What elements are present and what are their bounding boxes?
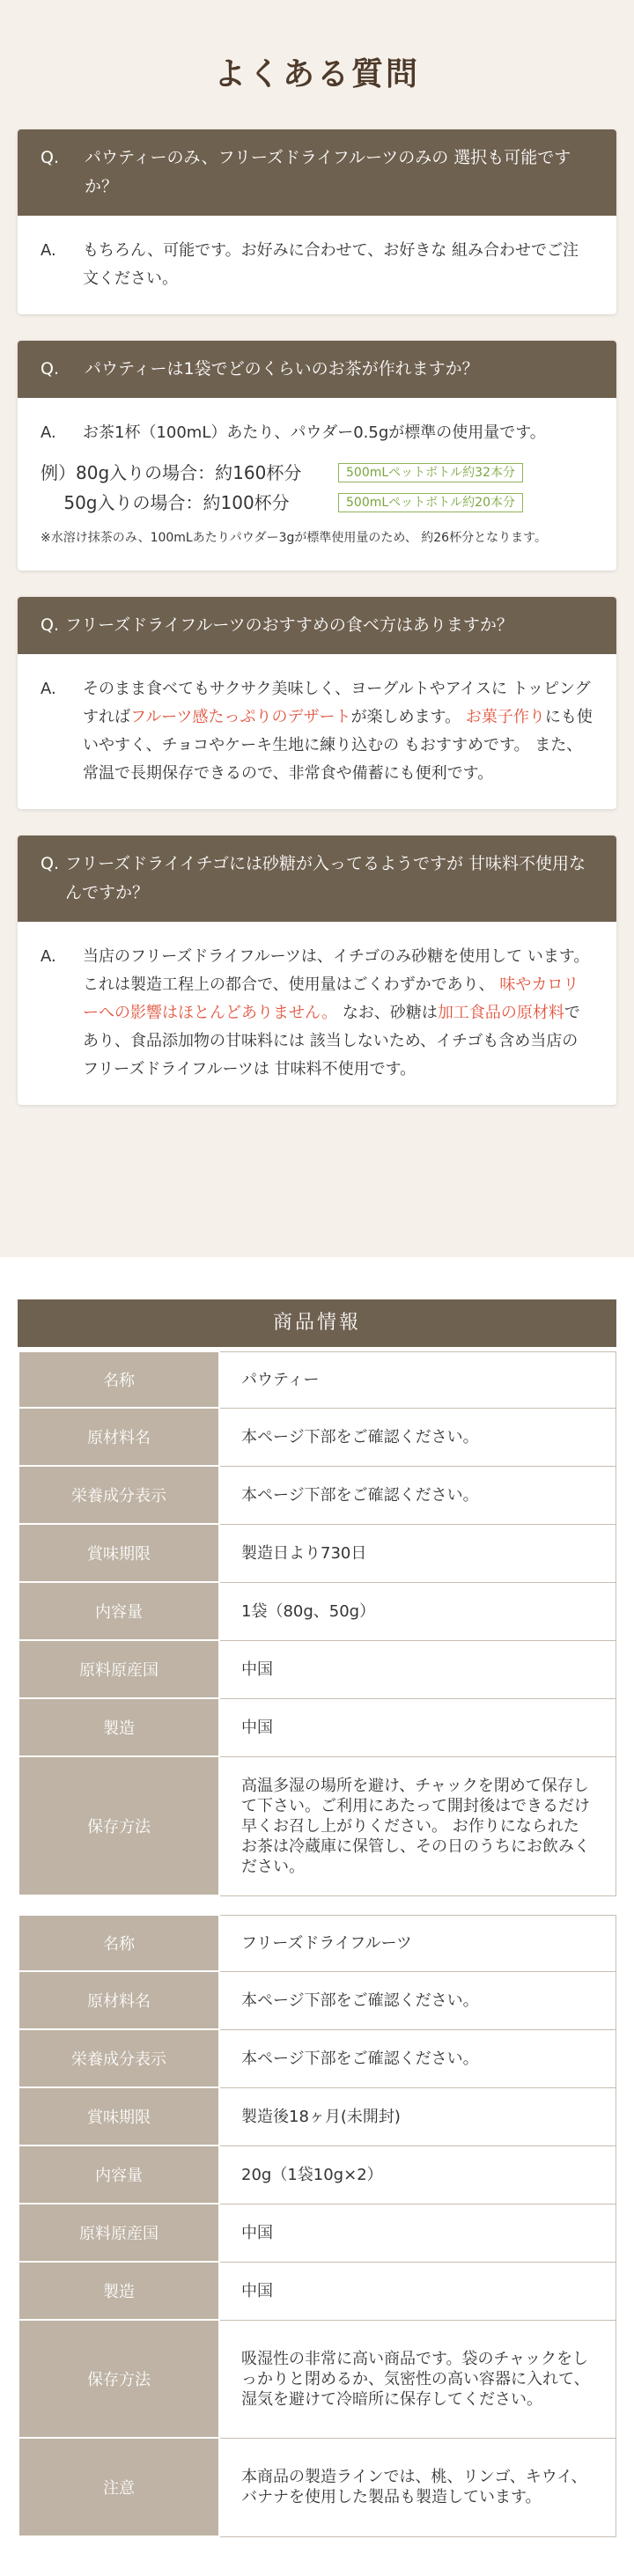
table-row [18, 2262, 616, 2320]
row-key: 製造 [18, 1698, 219, 1756]
row-key: 保存方法 [18, 1756, 219, 1895]
row-key: 栄養成分表示 [18, 1466, 219, 1524]
row-key: 賞味期限 [18, 1524, 219, 1582]
row-value: フリーズドライフルーツ [219, 1915, 616, 1971]
product-info-heading: 商品情報 [18, 1299, 616, 1347]
q-mark: Q. [41, 359, 59, 379]
table-row [18, 1408, 616, 1466]
table-row [18, 1351, 616, 1408]
table-row [18, 2320, 616, 2438]
row-key: 原材料名 [18, 1408, 219, 1466]
faq-answer [18, 654, 616, 809]
a-mark: A. [41, 680, 56, 698]
row-value: 中国 [219, 1640, 616, 1698]
row-key: 原料原産国 [18, 2204, 219, 2262]
table-row [18, 2204, 616, 2262]
q-mark: Q. [41, 854, 59, 873]
table-row [18, 1640, 616, 1698]
q-mark: Q. [41, 148, 59, 167]
product-table-fruit [18, 1914, 616, 2537]
row-value: 1袋（80g、50g） [219, 1582, 616, 1640]
row-key: 賞味期限 [18, 2087, 219, 2145]
example-label: 50g入りの場合：約100杯分 [41, 492, 290, 513]
row-key: 保存方法 [18, 2320, 219, 2438]
faq-title: よくある質問 [213, 56, 420, 92]
row-key: 名称 [18, 1351, 219, 1408]
faq-answer [18, 216, 616, 314]
highlight-text: 加工食品の原材料 [437, 1004, 564, 1022]
answer-text: もちろん、可能です。お好みに合わせて、お好きな 組み合わせでご注文ください。 [83, 241, 579, 288]
answer-segment: であり、食品添加物の甘味料には 該当しないため、イチゴも含め当店のフリーズドライフルーツは 甘味料不使用です。 [83, 1004, 580, 1078]
answer-segment: なお、砂糖は [337, 1004, 438, 1022]
a-mark: A. [41, 423, 56, 442]
answer-text: お茶1杯（100mL）あたり、パウダー0.5gが標準の使用量です。 [83, 423, 546, 442]
row-value: 20g（1袋10g×2） [219, 2145, 616, 2204]
example-label: 例）80g入りの場合：約160杯分 [41, 462, 302, 483]
row-key: 製造 [18, 2262, 219, 2320]
row-value: 本商品の製造ラインでは、桃、リンゴ、キウイ、バナナを使用した製品も製造しています。 [219, 2438, 616, 2536]
row-value: 吸湿性の非常に高い商品です。袋のチャックをしっかりと閉めるか、気密性の高い容器に入れて、湿気を避けて冷暗所に保存してください。 [219, 2320, 616, 2438]
row-value: 中国 [219, 1698, 616, 1756]
footnote: ※水溶け抹茶のみ、100mLあたりパウダー3gが標準使用量のため、 約26杯分となります。 [41, 531, 547, 545]
row-value: 本ページ下部をご確認ください。 [219, 1408, 616, 1466]
table-row [18, 1915, 616, 1971]
table-row [18, 1466, 616, 1524]
a-mark: A. [41, 241, 56, 260]
row-key: 内容量 [18, 1582, 219, 1640]
row-key: 原料原産国 [18, 1640, 219, 1698]
answer-segment: にも使いやすく、チョコやケーキ生地に練り込むの もおすすめです。 また、常温で長期保存できるので、非常食や備蓄にも便利です。 [83, 708, 593, 783]
row-key: 原材料名 [18, 1971, 219, 2029]
example-tag: 500mLペットボトル約20本分 [338, 493, 523, 512]
table-row [18, 2438, 616, 2536]
highlight-text: フルーツ感たっぷりのデザート [130, 708, 351, 726]
q-mark: Q. [41, 615, 59, 635]
highlight-text: お菓子作り [465, 708, 545, 726]
answer-segment: そのまま食べてもサクサク美味しく、ヨーグルトやアイスに トッピングすれば [83, 680, 591, 726]
row-key: 名称 [18, 1915, 219, 1971]
a-mark: A. [41, 947, 56, 966]
table-row [18, 1582, 616, 1640]
highlight-text: 味やカロリーへの影響はほとんどありません。 [83, 975, 579, 1022]
row-value: 中国 [219, 2262, 616, 2320]
section-spacer [0, 1257, 634, 1299]
faq-section [0, 0, 634, 1257]
faq-item [18, 835, 616, 1105]
answer-segment: 当店のフリーズドライフルーツは、イチゴのみ砂糖を使用して います。これは製造工程上の都合で、使用量はごくわずかであり、 [83, 947, 590, 994]
answer-text [83, 943, 593, 1084]
table-row [18, 2145, 616, 2204]
faq-item [18, 129, 616, 314]
table-row [18, 1698, 616, 1756]
question-text: フリーズドライイチゴには砂糖が入ってるようですが 甘味料不使用なんですか？ [65, 854, 586, 902]
table-row [18, 2087, 616, 2145]
row-key: 内容量 [18, 2145, 219, 2204]
product-table-tea [18, 1351, 616, 1896]
row-key: 注意 [18, 2438, 219, 2536]
row-value: 本ページ下部をご確認ください。 [219, 1466, 616, 1524]
faq-item [18, 341, 616, 570]
row-value: 本ページ下部をご確認ください。 [219, 1971, 616, 2029]
question-text: パウティーは1袋でどのくらいのお茶が作れますか？ [85, 359, 479, 379]
faq-question [18, 129, 616, 216]
table-row [18, 1971, 616, 2029]
table-row [18, 1756, 616, 1895]
row-value: 高温多湿の場所を避け、チャックを閉めて保存して下さい。ご利用にあたって開封後はできるだけ早くお召し上がりください。 お作りになられたお茶は冷蔵庫に保管し、その日のうちにお飲みください。 [219, 1756, 616, 1895]
faq-question [18, 835, 616, 922]
product-info-section [0, 1299, 634, 2576]
question-text: パウティーのみ、フリーズドライフルーツのみの 選択も可能ですか？ [85, 148, 571, 196]
row-key: 栄養成分表示 [18, 2029, 219, 2087]
row-value: 製造日より730日 [219, 1524, 616, 1582]
row-value: 製造後18ヶ月(未開封) [219, 2087, 616, 2145]
faq-question [18, 597, 616, 654]
row-value: 本ページ下部をご確認ください。 [219, 2029, 616, 2087]
example-row [41, 460, 593, 486]
example-tag: 500mLペットボトル約32本分 [338, 463, 523, 482]
faq-item [18, 597, 616, 809]
example-row [41, 489, 593, 516]
row-value: パウティー [219, 1351, 616, 1408]
faq-answer [18, 398, 616, 460]
row-value: 中国 [219, 2204, 616, 2262]
table-row [18, 2029, 616, 2087]
question-text: フリーズドライフルーツのおすすめの食べ方はありますか？ [65, 615, 513, 635]
answer-text [83, 675, 593, 788]
answer-segment: が楽しめます。 [350, 708, 466, 726]
faq-question [18, 341, 616, 398]
faq-answer [18, 922, 616, 1105]
table-row [18, 1524, 616, 1582]
